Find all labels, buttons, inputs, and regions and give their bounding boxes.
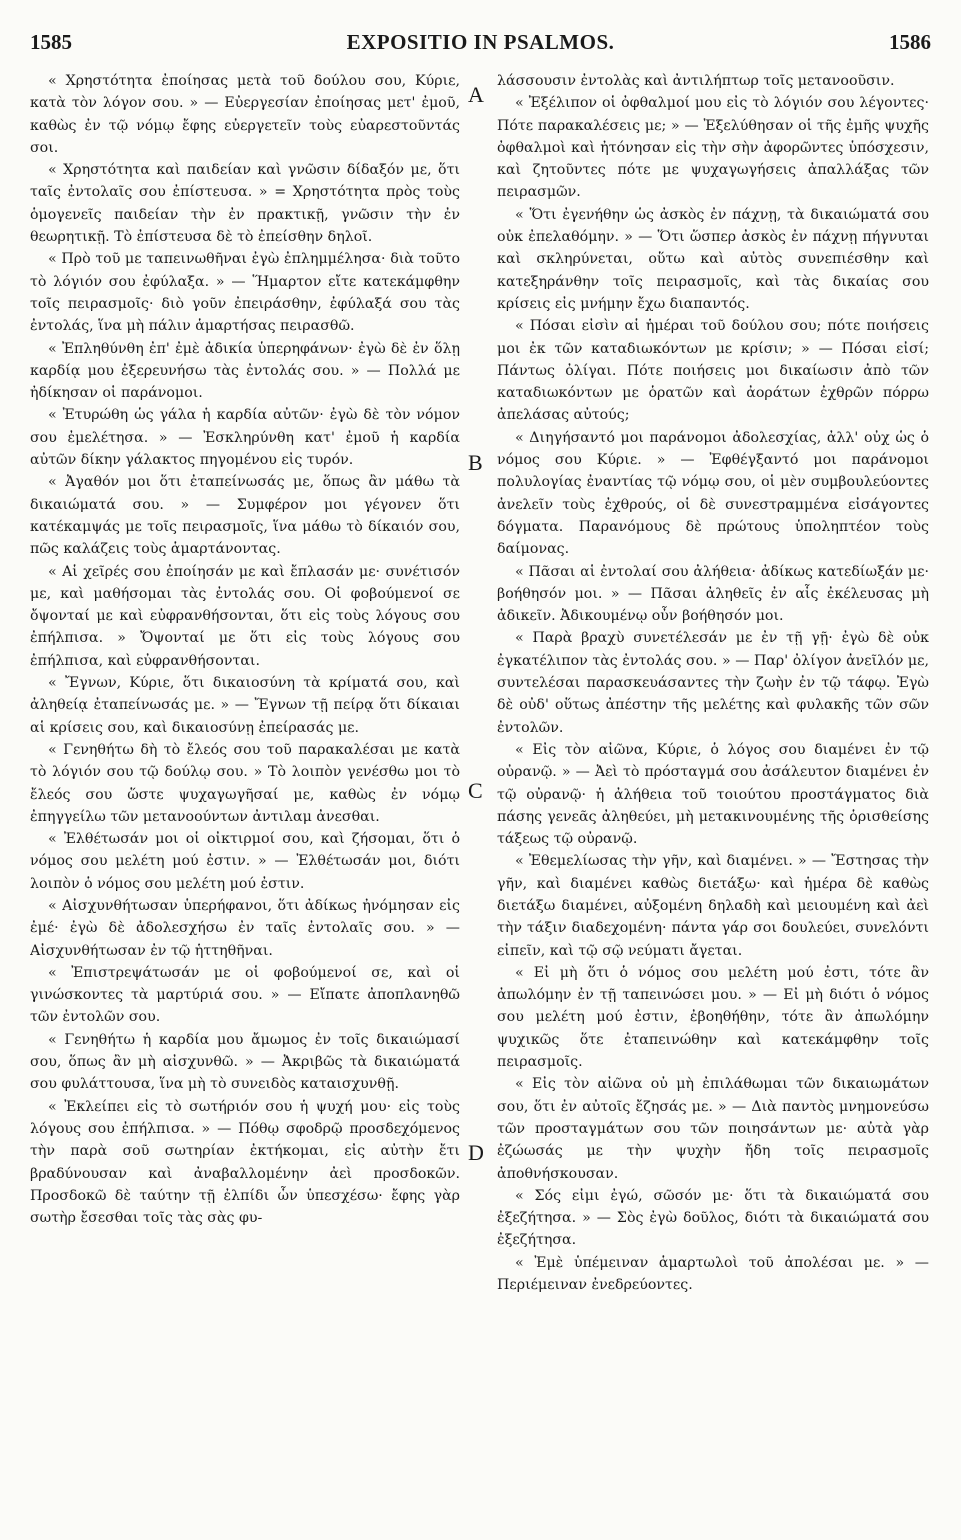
paragraph: « Ἐλθέτωσάν μοι οἱ οἰκτιρμοί σου, καὶ ζήσομαι, ὅτι ὁ νόμος σου μελέτη μού ἐστιν. » — Ἐλθέτωσάν μοι, διότι λοιπὸν ὁ νόμος σου μελέτη μού ἐστιν.	[30, 831, 460, 892]
paragraph: « Εἰς τὸν αἰῶνα, Κύριε, ὁ λόγος σου διαμένει ἐν τῷ οὐρανῷ. » — Ἀεὶ τὸ πρόσταγμά σου ἀσάλευτον διαμένει ἐν τῷ οὐρανῷ· ἡ ἀλήθεια τοῦ τοιούτου προστάγματος διὰ πάσης γενεᾶς ἀληθεύει, μὴ μετακινουμένης τῆς ὁρισθείσης τάξεως τῷ οὐρανῷ.	[497, 741, 929, 848]
paragraph: « Χρηστότητα καὶ παιδείαν καὶ γνῶσιν δίδαξόν με, ὅτι ταῖς ἐντολαῖς σου ἐπίστευσα. » = Χρηστότητα πρὸς τοὺς ὁμογενεῖς παιδείαν τὴν ἐν πρακτικῇ, γνῶσιν τὴν ἐν θεωρητικῇ. Τὸ ἐπίστευσα δὲ τὸ ἐπείσθην δηλοῖ.	[30, 162, 460, 246]
paragraph: « Αἰσχυνθήτωσαν ὑπερήφανοι, ὅτι ἀδίκως ἠνόμησαν εἰς ἐμέ· ἐγὼ δὲ ἀδολεσχήσω ἐν ταῖς ἐντολαῖς σου. » — Αἰσχυνθήτωσαν ἐν τῷ ἡττηθῆναι.	[30, 897, 460, 959]
paragraph: « Ὅτι ἐγενήθην ὡς ἀσκὸς ἐν πάχνῃ, τὰ δικαιώματά σου οὐκ ἐπελαθόμην. » — Ὅτι ὥσπερ ἀσκὸς ἐν πάχνῃ πήγνυται καὶ σκληρύνεται, οὕτω καὶ αὐτὸς συνεπιέσθην καὶ κατεξηράνθην τοῖς πειρασμοῖς, καὶ τὰς δικαίας σου κρίσεις εἰς μνήμην ἔχω διαπαντός.	[497, 206, 929, 312]
margin-marker-d: D	[468, 1140, 484, 1165]
paragraph: « Παρὰ βραχὺ συνετέλεσάν με ἐν τῇ γῇ· ἐγὼ δὲ οὐκ ἐγκατέλιπον τὰς ἐντολάς σου. » — Παρ' ὀλίγον ἀνεῖλόν με, συντελέσαι παρασκευάσαντες τὴν ζωὴν ἐν τῷ τάφῳ. Ἐγὼ δὲ οὐδ' οὕτως ἀπέστην τῆς μελέτης καὶ φυλακῆς τῶν σῶν ἐντολῶν.	[497, 630, 929, 736]
margin-marker-c: C	[468, 778, 483, 803]
paragraph: « Γενηθήτω ἡ καρδία μου ἄμωμος ἐν τοῖς δικαιώμασί σου, ὅπως ἂν μὴ αἰσχυνθῶ. » — Ἀκριβῶς τὰ δικαιώματά σου φυλάττουσα, ἵνα μὴ τὸ συνειδὸς καταισχυνθῇ.	[30, 1031, 460, 1093]
paragraph: « Πόσαι εἰσὶν αἱ ἡμέραι τοῦ δούλου σου; πότε ποιήσεις μοι ἐκ τῶν καταδιωκόντων με κρίσιν; » — Πόσαι εἰσί; Πάντως ὀλίγαι. Πότε ποιήσεις μοι δικαίωσιν ἀπὸ τῶν καταδιωκόντων με ὁρατῶν καὶ ἀοράτων ἐχθρῶν πόρρω ἀπελάσας αὐτούς;	[497, 318, 929, 424]
paragraph: « Γενηθήτω δὴ τὸ ἔλεός σου τοῦ παρακαλέσαι με κατὰ τὸ λόγιόν σου τῷ δούλῳ σου. » Τὸ λοιπὸν γενέσθω μοι τὸ ἔλεός σου ὥστε ψυχαγωγῆσαί με, καθὼς ἐν νόμῳ ἐπηγγείλω τῶν μετανοούντων ἀντιλαμ ἀνεσθαι.	[30, 741, 460, 825]
paragraph: « Εἰς τὸν αἰῶνα οὐ μὴ ἐπιλάθωμαι τῶν δικαιωμάτων σου, ὅτι ἐν αὐτοῖς ἔζησάς με. » — Διὰ παντὸς μνημονεύσω τῶν προσταγμάτων σου τῶν ποιησάντων με· αὐτὰ γὰρ ἐζώωσάς με τὴν ψυχὴν ἤδη τοῖς πειρασμοῖς ἀποθνήσκουσαν.	[497, 1076, 929, 1182]
page-header	[30, 30, 931, 64]
paragraph: « Εἰ μὴ ὅτι ὁ νόμος σου μελέτη μού ἐστι, τότε ἂν ἀπωλόμην ἐν τῇ ταπεινώσει μου. » — Εἰ μὴ διότι ὁ νόμος σου μελέτη μού ἐστιν, ἐβοηθήθην, τότε ἂν ἀπωλόμην ψυχικῶς ὅτε ἐταπεινώθην καὶ κατεκάμφθην τοῖς πειρασμοῖς.	[497, 964, 929, 1071]
paragraph: « Ἐμὲ ὑπέμειναν ἁμαρτωλοὶ τοῦ ἀπολέσαι με. » — Περιέμειναν ἐνεδρεύοντες.	[497, 1254, 929, 1294]
paragraph: « Ἐπιστρεψάτωσάν με οἱ φοβούμενοί σε, καὶ οἱ γινώσκοντες τὰ μαρτύριά σου. » — Εἴπατε ἀποπλανηθῶ τῶν ἐντολῶν σου.	[30, 964, 460, 1026]
margin-marker-a: A	[468, 82, 484, 107]
paragraph: « Πρὸ τοῦ με ταπεινωθῆναι ἐγὼ ἐπλημμέλησα· διὰ τοῦτο τὸ λόγιόν σου ἐφύλαξα. » — Ἥμαρτον εἴτε κατεκάμφθην τοῖς πειρασμοῖς· διὸ γοῦν ἐπειράσθην, ἐφύλαξά σου τὰς ἐντολάς, ἵνα μὴ πάλιν ἁμαρτήσας πειρασθῶ.	[30, 251, 460, 335]
page-number-left: 1585	[30, 30, 72, 54]
paragraph: λάσσουσιν ἐντολὰς καὶ ἀντιλήπτωρ τοῖς μετανοοῦσιν.	[497, 73, 895, 89]
paragraph: « Ἔγνων, Κύριε, ὅτι δικαιοσύνη τὰ κρίματά σου, καὶ ἀληθείᾳ ἐταπείνωσάς με. » — Ἔγνων τῇ πείρᾳ ὅτι δίκαιαι αἱ κρίσεις σου, καὶ δικαιοσύνῃ ἐπείρασάς με.	[30, 675, 460, 736]
margin-marker-b: B	[468, 450, 483, 475]
paragraph: « Ἐπληθύνθη ἐπ' ἐμὲ ἀδικία ὑπερηφάνων· ἐγὼ δὲ ἐν ὅλῃ καρδίᾳ μου ἐξερευνήσω τὰς ἐντολάς σου. » — Πολλά με ἠδίκησαν οἱ παράνομοι.	[30, 340, 460, 402]
left-column	[30, 70, 460, 1510]
paragraph: « Ἀγαθόν μοι ὅτι ἐταπείνωσάς με, ὅπως ἂν μάθω τὰ δικαιώματά σου. » — Συμφέρον μοι γέγονεν ὅτι κατέκαμψάς με τοῖς πειρασμοῖς, ἵνα μάθω τὸ δίκαιόν σου, πῶς καλάζεις τοὺς ἁμαρτάνοντας.	[30, 474, 460, 558]
paragraph: « Ἐθεμελίωσας τὴν γῆν, καὶ διαμένει. » — Ἔστησας τὴν γῆν, καὶ διαμένει καθὼς διετάξω· καὶ ἡμέρα δὲ καθὼς διετάξω διαμένει, αὐξομένη δηλαδὴ καὶ μειουμένη καὶ ἀεὶ τὴν τάξιν διαδεχομένη· πάντα γάρ σοι δουλεύει, συνελόντι εἰπεῖν, καὶ τῷ σῷ νεύματι ἄγεται.	[497, 853, 929, 959]
paragraph: « Ἐξέλιπον οἱ ὀφθαλμοί μου εἰς τὸ λόγιόν σου λέγοντες· Πότε παρακαλέσεις με; » — Ἐξελύθησαν οἱ τῆς ἐμῆς ψυχῆς ὀφθαλμοὶ καὶ ἠτόνησαν εἰς τὴν σὴν ἀφορῶντες ὑπόσχεσιν, καὶ ζητοῦντες πότε με ψυχαγωγήσεις ἀπαλλάξας τῶν πειρασμῶν.	[497, 95, 929, 201]
paragraph: « Ἐκλείπει εἰς τὸ σωτήριόν σου ἡ ψυχή μου· εἰς τοὺς λόγους σου ἐπήλπισα. » — Πόθῳ σφοδρῷ προσδεχόμενος τὴν παρὰ σοῦ σωτηρίαν ἐκτήκομαι, εἰς αὐτὴν ἔτι βραδύνουσαν καὶ ἀναβαλλομένην ἀεὶ προσδοκῶν. Προσδοκῶ δὲ ταύτην τῇ ἐλπίδι ὧν ὑπεσχέσω· ἔφης γὰρ σωτὴρ ἔσεσθαι τοῖς τὰς σὰς φυ-	[30, 1098, 460, 1227]
paragraph: « Πᾶσαι αἱ ἐντολαί σου ἀλήθεια· ἀδίκως κατεδίωξάν με· βοήθησόν μοι. » — Πᾶσαι ἀληθεῖς ἐν αἷς ἐκέλευσας μὴ ἀδικεῖν. Ἀδικουμένῳ οὖν βοήθησόν μοι.	[497, 563, 929, 625]
paragraph: « Ἐτυρώθη ὡς γάλα ἡ καρδία αὐτῶν· ἐγὼ δὲ τὸν νόμον σου ἐμελέτησα. » — Ἐσκληρύνθη κατ' ἐμοῦ ἡ καρδία αὐτῶν δίκην γάλακτος πηγομένου εἰς τυρόν.	[30, 407, 460, 469]
paragraph: « Διηγήσαντό μοι παράνομοι ἀδολεσχίας, ἀλλ' οὐχ ὡς ὁ νόμος σου Κύριε. » — Ἐφθέγξαντό μοι παράνομοι πολυλογίας ἐναντίας τῷ νόμῳ σου, οἱ μὲν συμβουλεύοντες ἀνελεῖν τοὺς ἐχθρούς, οἱ δὲ συνεστραμμένα εἰσάγοντες δόγματα. Παρανόμους δὲ πρώτους ὑποληπτέον τοὺς δαίμονας.	[497, 429, 929, 558]
paragraph: « Χρηστότητα ἐποίησας μετὰ τοῦ δούλου σου, Κύριε, κατὰ τὸν λόγον σου. » — Εὐεργεσίαν ἐποίησας μετ' ἐμοῦ, καθὼς ἐν τῷ νόμῳ ἔφης εὐεργετεῖν τοὺς εὐαρεστοῦντάς σοι.	[30, 73, 460, 156]
paragraph: « Σός εἰμι ἐγώ, σῶσόν με· ὅτι τὰ δικαιώματά σου ἐξεζήτησα. » — Σὸς ἐγὼ δοῦλος, διότι τὰ δικαιώματά σου ἐξεζήτησα.	[497, 1187, 929, 1249]
page-number-right: 1586	[889, 30, 931, 54]
running-title: EXPOSITIO IN PSALMOS.	[346, 30, 615, 54]
paragraph: « Αἱ χεῖρές σου ἐποίησάν με καὶ ἔπλασάν με· συνέτισόν με, καὶ μαθήσομαι τὰς ἐντολάς σου. Οἱ φοβούμενοί σε ὄψονταί με καὶ εὐφρανθήσονται, ὅτι εἰς τοὺς λόγους σου ἐπήλπισα. » Ὄψονταί με ὅτι εἰς τοὺς λόγους σου ἐπήλπισα, καὶ εὐφρανθήσονται.	[30, 563, 460, 669]
right-column	[497, 70, 929, 1510]
